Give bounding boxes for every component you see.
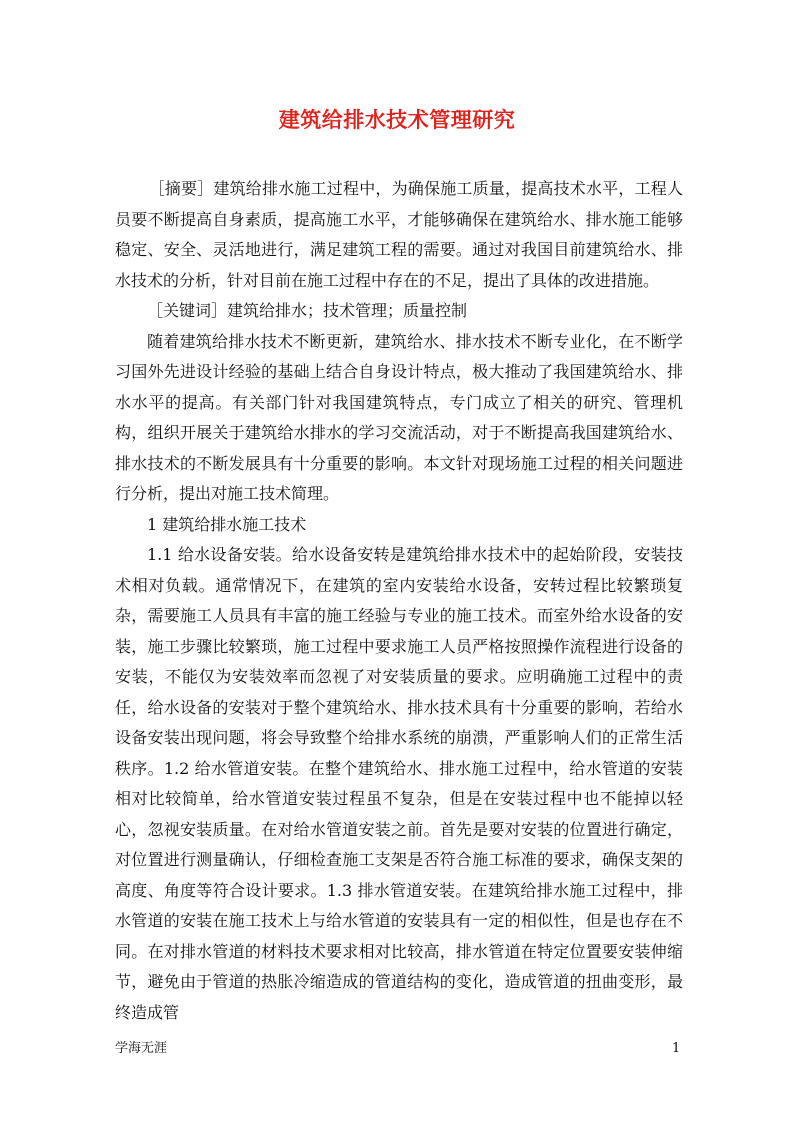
abstract-paragraph: ［摘要］建筑给排水施工过程中，为确保施工质量，提高技术水平，工程人员要不断提高自身素质，提高施工水平，才能够确保在建筑给水、排水施工能够稳定、安全、灵活地进行，满足建筑工程的需要。通过对我国目前建筑给水、排水技术的分析，针对目前在施工过程中存在的不足，提出了具体的改进措施。 [115,179,683,290]
keywords-paragraph: ［关键词］建筑给排水；技术管理；质量控制 [147,301,468,320]
intro-paragraph: 随着建筑给排水技术不断更新，建筑给水、排水技术不断专业化，在不断学习国外先进设计经验的基础上结合自身设计特点，极大推动了我国建筑给水、排水水平的提高。有关部门针对我国建筑特点，专门成立了相关的研究、管理机构，组织开展关于建筑给水排水的学习交流活动，对于不断提高我国建筑给水、排水技术的不断发展具有十分重要的影响。本文针对现场施工过程的相关问题进行分析，提出对施工技术简理。 [115,331,683,503]
footer-text: 学海无涯 [115,1041,168,1056]
section-heading: 1 建筑给排水施工技术 [147,514,307,534]
document-title: 建筑给排水技术管理研究 [278,107,516,132]
page-number: 1 [672,1041,681,1056]
section-body-paragraph: 1.1 给水设备安装。给水设备安转是建筑给排水技术中的起始阶段，安装技术相对负载。通常情况下，在建筑的室内安装给水设备，安转过程比较繁琐复杂，需要施工人员具有丰富的施工经验与专业的施工技术。而室外给水设备的安装，施工步骤比较繁琐，施工过程中要求施工人员严格按照操作流程进行设备的安装，不能仅为安装效率而忽视了对安装质量的要求。应明确施工过程中的责任，给水设备的安装对于整个建筑给水、排水技术具有十分重要的影响，若给水设备安装出现问题，将会导致整个给排水系统的崩溃，严重影响人们的正常生活秩序。1.2 给水管道安装。在整个建筑给水、排水施工过程中，给水管道的安装相对比较简单，给水管道安装过程虽不复杂，但是在安装过程中也不能掉以轻心，忽视安装质量。在对给水管道安装之前。首先是要对安装的位置进行确定，对位置进行测量确认，仔细检查施工支架是否符合施工标准的要求，确保支架的高度、角度等符合设计要求。1.3 排水管道安装。在建筑给排水施工过程中，排水管道的安装在施工技术上与给水管道的安装具有一定的相似性，但是也存在不同。在对排水管道的材料技术要求相对比较高，排水管道在特定位置要安装伸缩节，避免由于管道的热胀冷缩造成的管道结构的变化，造成管道的扭曲变形，最终造成管 [115,545,683,1022]
document-body [115,174,683,1028]
